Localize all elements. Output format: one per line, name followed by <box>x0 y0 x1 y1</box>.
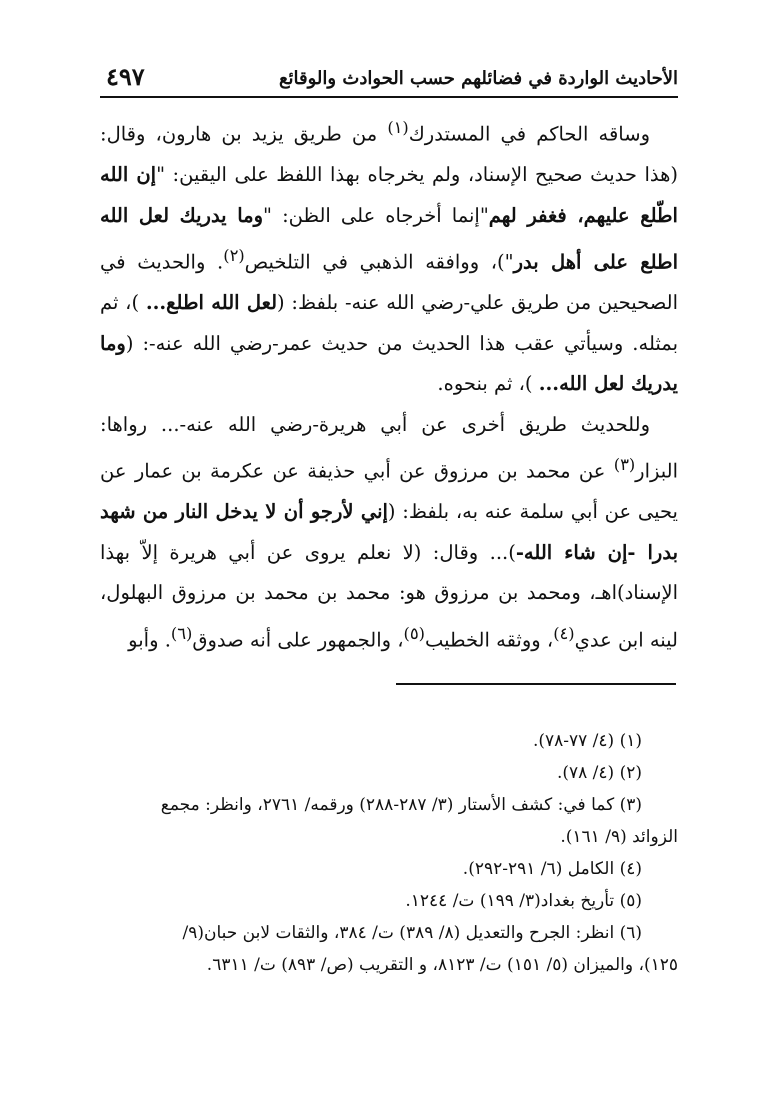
footnote-4: (٤) الكامل (٦/ ٢٩١-٢٩٢). <box>462 859 642 879</box>
text-run: )، ثم بنحوه. <box>437 372 539 395</box>
hadith-quote-bold: إن الله اطّلع عليهم، فغفر لهم <box>100 163 678 227</box>
footnote-ref-2: (٢) <box>223 246 245 265</box>
paragraph-1 <box>100 108 678 405</box>
text-run: وساقه الحاكم في المستدرك <box>408 122 650 146</box>
hadith-quote-bold: لعل الله اطلع... <box>145 291 278 314</box>
paragraph-2 <box>100 405 678 661</box>
footnote-3-continued: الزوائد (٩/ ١٦١). <box>560 827 678 847</box>
footnote-2: (٢) (٤/ ٧٨). <box>556 763 642 783</box>
footnote-6-continued: ١٢٥)، والميزان (٥/ ١٥١) ت/ ٨١٢٣، و التقريب (ص/ ٨٩٣) ت/ ٦٣١١. <box>206 955 678 975</box>
footnote-ref-3: (٣) <box>613 455 636 474</box>
text-run: ")، ووافقه الذهبي في التلخيص <box>244 250 514 274</box>
footnote-5: (٥) تأريخ بغداد(٣/ ١٩٩) ت/ ١٢٤٤. <box>405 891 642 911</box>
page-number: ٤٩٧ <box>106 62 145 91</box>
text-run: ، والجمهور على أنه صدوق <box>192 628 404 651</box>
text-run: عن محمد بن مرزوق عن أبي حذيفة عن عكرمة بن عمار عن يحيى عن أبي سلمة عنه به، بلفظ: ( <box>100 459 678 523</box>
footnote-divider <box>396 683 676 685</box>
footnote-ref-4: (٤) <box>553 623 575 643</box>
footnote-3: (٣) كما في: كشف الأستار (٣/ ٢٨٧-٢٨٨) ورقمه/ ٢٧٦١، وانظر: مجمع <box>160 795 642 815</box>
running-header <box>100 62 678 98</box>
hadith-quote-bold: إني لأرجو أن لا يدخل النار من شهد بدرا -إن شاء الله- <box>100 500 678 564</box>
footnote-ref-1: (١) <box>387 118 409 137</box>
text-run: من طريق يزيد بن هارون، وقال: (هذا حديث صحيح الإسناد، ولم يخرجاه بهذا اللفظ على اليقين: " <box>100 122 678 186</box>
footnote-ref-6: (٦) <box>170 623 193 643</box>
text-run: . والحديث في الصحيحين من طريق علي-رضي الله عنه- بلفظ: ( <box>100 250 678 314</box>
text-run: "إنما أخرجاه على الظن: " <box>263 203 489 227</box>
footnotes <box>100 725 678 981</box>
header-title: الأحاديث الواردة في فضائلهم حسب الحوادث والوقائع <box>278 68 678 89</box>
main-text <box>100 108 678 661</box>
text-run: )، ثم بمثله. وسيأتي عقب هذا الحديث من حديث عمر-رضي الله عنه-: ( <box>100 291 678 355</box>
footnote-1: (١) (٤/ ٧٧-٧٨). <box>532 731 642 751</box>
footnote-ref-5: (٥) <box>403 623 425 643</box>
text-run: ، ووثقه الخطيب <box>424 628 554 651</box>
hadith-quote-bold: وما يدريك لعل الله... <box>100 331 678 395</box>
text-run: )... وقال: (لا نعلم يروى عن أبي هريرة إلاّ بهذا الإسناد)اهـ، ومحمد بن مرزوق هو: محمد بن محمد بن مرزوق البهلول، لينه ابن عدي <box>100 540 678 651</box>
text-run: . وأبو <box>128 628 171 651</box>
footnote-6: (٦) انظر: الجرح والتعديل (٨/ ٣٨٩) ت/ ٣٨٤، والثقات لابن حبان(٩/ <box>182 923 642 943</box>
hadith-quote-bold: وما يدريك لعل الله اطلع على أهل بدر <box>100 203 678 274</box>
text-run: وللحديث طريق أخرى عن أبي هريرة-رضي الله عنه-... رواها: البزار <box>100 412 678 483</box>
